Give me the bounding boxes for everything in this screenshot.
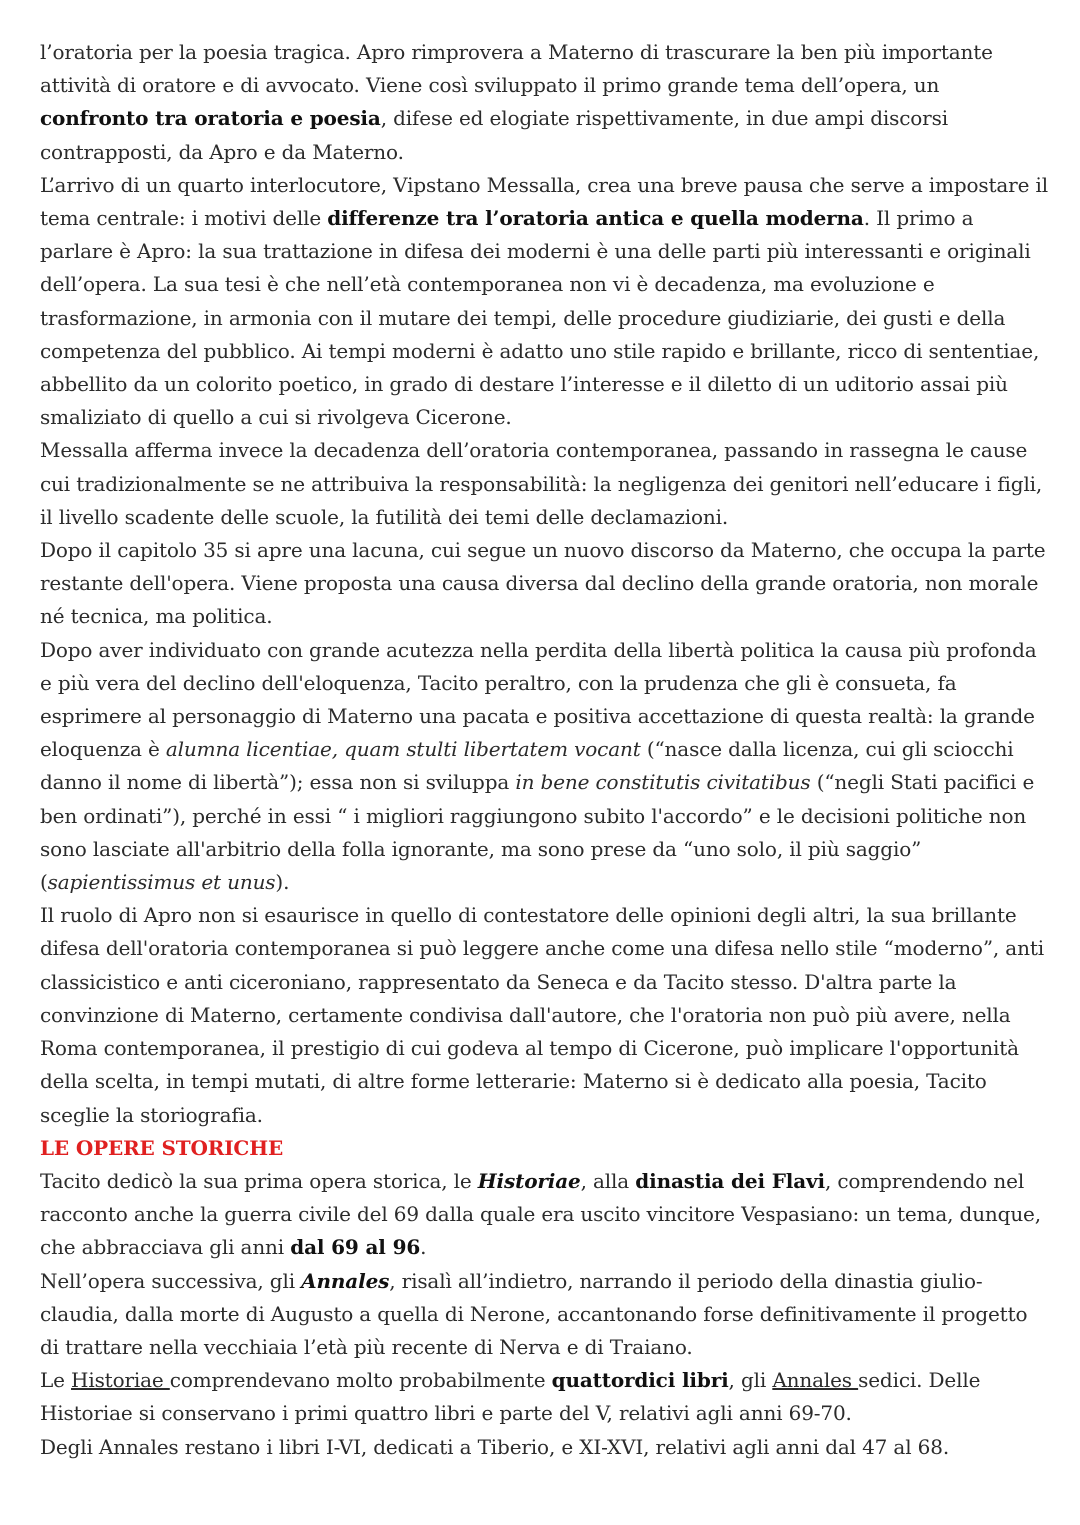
bold-flavi: dinastia dei Flavi bbox=[635, 1168, 825, 1193]
latin-quote-sapientissimus: sapientissimus et unus bbox=[47, 870, 276, 895]
section-heading: LE OPERE STORICHE bbox=[40, 1135, 284, 1160]
underlined-historiae: Historiae bbox=[71, 1368, 170, 1393]
paragraph-messalla-arrivo: L’arrivo di un quarto interlocutore, Vipstano Messalla, crea una breve pausa che serve a impostare il tema centrale: i motivi delle differenze tra l’oratoria antica e quella moderna. Il primo a parlare è Apro: la sua trattazione in difesa dei moderni è una delle parti più interessanti e originali dell’opera. La sua tesi è che nell’età contemporanea non vi è decadenza, ma evoluzione e trasformazione, in armonia con il mutare dei tempi, delle procedure giudiziarie, dei gusti e della competenza del pubblico. Ai tempi moderni è adatto uno stile rapido e brillante, ricco di sententiae, abbellito da un colorito poetico, in grado di destare l’interesse e il diletto di un uditorio assai più smaliziato di quello a cui si rivolgeva Cicerone. bbox=[40, 172, 1048, 430]
title-historiae: Historiae bbox=[477, 1168, 581, 1193]
paragraph-oratoria-poesia: l’oratoria per la poesia tragica. Apro rimprovera a Materno di trascurare la ben più importante attività di oratore e di avvocato. Viene così sviluppato il primo grande tema dell’opera, un confronto tra oratoria e poesia, difese ed elogiate rispettivamente, in due ampi discorsi contrapposti, da Apro e da Materno. bbox=[40, 40, 993, 164]
underlined-annales: Annales bbox=[772, 1368, 859, 1393]
paragraph-ruolo-apro: Il ruolo di Apro non si esaurisce in quello di contestatore delle opinioni degli altri, la sua brillante difesa dell'oratoria contemporanea si può leggere anche come una difesa nello stile “moderno”, anti classicistico e anti ciceroniano, rappresentato da Seneca e da Tacito stesso. D'altra parte la convinzione di Materno, certamente condivisa dall'autore, che l'oratoria non può più avere, nella Roma contemporanea, il prestigio di cui godeva al tempo di Cicerone, può implicare l'opportunità della scelta, in tempi mutati, di altre forme letterarie: Materno si è dedicato alla poesia, Tacito sceglie la storiografia. bbox=[40, 903, 1044, 1127]
paragraph-messalla-decadenza: Messalla afferma invece la decadenza dell’oratoria contemporanea, passando in rassegna le cause cui tradizionalmente se ne attribuiva la responsabilità: la negligenza dei genitori nell’educare i figli, il livello scadente delle scuole, la futilità dei temi delle declamazioni. bbox=[40, 438, 1043, 529]
paragraph-annales-libri: Degli Annales restano i libri I-VI, dedicati a Tiberio, e XI-XVI, relativi agli anni dal 47 al 68. bbox=[40, 1434, 950, 1459]
latin-quote-civitatibus: in bene constitutis civitatibus bbox=[515, 770, 811, 795]
paragraph-annales: Nell’opera successiva, gli Annales, risalì all’indietro, narrando il periodo della dinastia giulio-claudia, dalla morte di Augusto a quella di Nerone, accantonando forse definitivamente il progetto di trattare nella vecchiaia l’età più recente di Nerva e di Traiano. bbox=[40, 1268, 1028, 1359]
latin-quote-alumna: alumna licentiae, quam stulti libertatem vocant bbox=[165, 737, 641, 762]
paragraph-historiae: Tacito dedicò la sua prima opera storica, le Historiae, alla dinastia dei Flavi, comprendendo nel racconto anche la guerra civile del 69 dalla quale era uscito vincitore Vespasiano: un tema, dunque, che abbracciava gli anni dal 69 al 96. bbox=[40, 1168, 1041, 1260]
bold-quattordici: quattordici libri bbox=[551, 1368, 729, 1393]
paragraph-lacuna: Dopo il capitolo 35 si apre una lacuna, cui segue un nuovo discorso da Materno, che occupa la parte restante dell'opera. Viene proposta una causa diversa dal declino della grande oratoria, non morale né tecnica, ma politica. bbox=[40, 538, 1046, 629]
bold-confronto: confronto tra oratoria e poesia bbox=[40, 106, 381, 131]
bold-anni: dal 69 al 96 bbox=[290, 1235, 421, 1260]
paragraph-materno-liberta: Dopo aver individuato con grande acutezza nella perdita della libertà politica la causa più profonda e più vera del declino dell'eloquenza, Tacito peraltro, con la prudenza che gli è consueta, fa esprimere al personaggio di Materno una pacata e positiva accettazione di questa realtà: la grande eloquenza è alumna licentiae, quam stulti libertatem vocant (“nasce dalla licenza, cui gli sciocchi danno il nome di libertà”); essa non si sviluppa in bene constitutis civitatibus (“negli Stati pacifici e ben ordinati”), perché in essi “ i migliori raggiungono subito l'accordo” e le decisioni politiche non sono lasciate all'arbitrio della folla ignorante, ma sono prese da “uno solo, il più saggio” (sapientissimus et unus). bbox=[40, 637, 1037, 895]
document-page bbox=[40, 36, 1052, 1464]
title-annales: Annales bbox=[301, 1268, 390, 1293]
paragraph-libri: Le Historiae comprendevano molto probabilmente quattordici libri, gli Annales sedici. Delle Historiae si conservano i primi quattro libri e parte del V, relativi agli anni 69-70. bbox=[40, 1368, 981, 1426]
bold-differenze: differenze tra l’oratoria antica e quella moderna bbox=[327, 206, 864, 231]
